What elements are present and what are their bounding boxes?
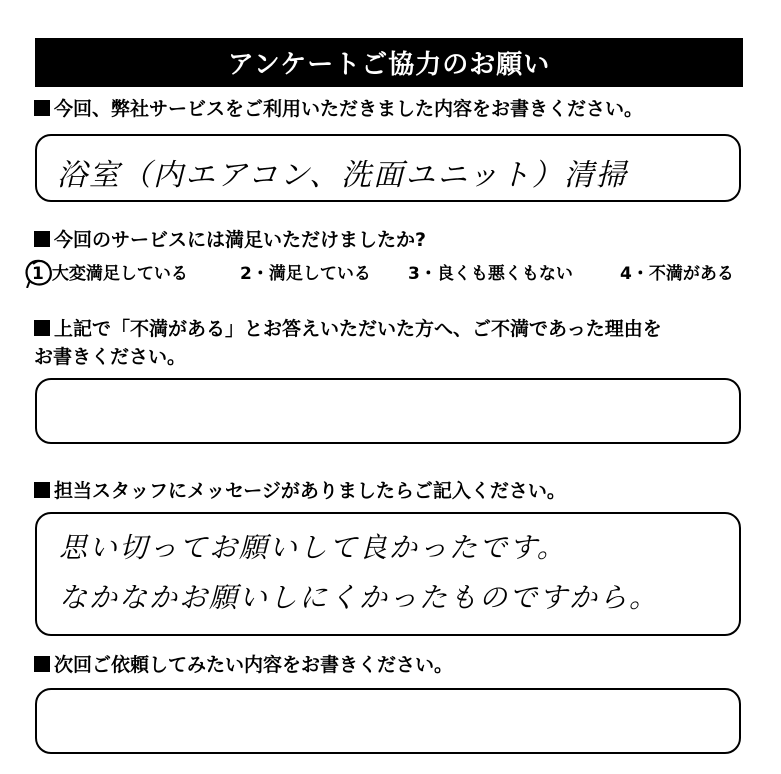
question-4-text: 担当スタッフにメッセージがありましたらご記入ください。 xyxy=(54,480,566,502)
question-3-text-line1: 上記で「不満がある」とお答えいただいた方へ、ご不満であった理由を xyxy=(54,318,662,340)
question-2-text: 今回のサービスには満足いただけましたか? xyxy=(54,229,427,251)
survey-title: アンケートご協力のお願い xyxy=(35,38,743,87)
question-5-text: 次回ご依頼してみたい内容をお書きください。 xyxy=(54,654,454,676)
question-4-handwritten-line1: 思い切ってお願いして良かったです。 xyxy=(59,531,567,564)
question-3-label xyxy=(34,316,662,343)
satisfaction-options xyxy=(30,260,750,288)
question-3-text-line2: お書きください。 xyxy=(34,346,187,368)
option-1-number: 1 xyxy=(32,264,44,284)
question-1-label xyxy=(34,96,643,123)
square-bullet-icon xyxy=(34,231,50,247)
selected-circle-icon xyxy=(24,258,54,288)
option-1[interactable] xyxy=(30,260,188,288)
option-1-text: 大変満足している xyxy=(51,264,188,284)
option-4-number: 4 xyxy=(620,264,632,284)
option-3-text: 良くも悪くもない xyxy=(436,264,573,284)
square-bullet-icon xyxy=(34,656,50,672)
question-1-answer-box[interactable] xyxy=(35,134,741,202)
question-3-answer-box[interactable] xyxy=(35,378,741,444)
question-4-handwritten-line2: なかなかお願いしにくかったものですから。 xyxy=(59,581,660,614)
option-3-number: 3 xyxy=(408,264,420,284)
question-1-text: 今回、弊社サービスをご利用いただきました内容をお書きください。 xyxy=(54,98,644,120)
option-4[interactable]: 4・不満がある xyxy=(620,264,734,284)
question-4-label xyxy=(34,478,566,505)
square-bullet-icon xyxy=(34,482,50,498)
option-2-number: 2 xyxy=(240,264,252,284)
question-1-handwritten-answer: 浴室（内エアコン、洗面ユニット）清掃 xyxy=(57,158,628,193)
option-2[interactable]: 2・満足している xyxy=(240,264,371,284)
square-bullet-icon xyxy=(34,100,50,116)
option-4-text: 不満がある xyxy=(648,264,734,284)
question-5-answer-box[interactable] xyxy=(35,688,741,754)
question-2-label xyxy=(34,227,426,254)
question-5-label xyxy=(34,652,453,679)
option-2-text: 満足している xyxy=(268,264,371,284)
square-bullet-icon xyxy=(34,320,50,336)
question-4-answer-box[interactable] xyxy=(35,512,741,636)
option-3[interactable]: 3・良くも悪くもない xyxy=(408,264,573,284)
question-3-label-line2 xyxy=(34,344,186,371)
